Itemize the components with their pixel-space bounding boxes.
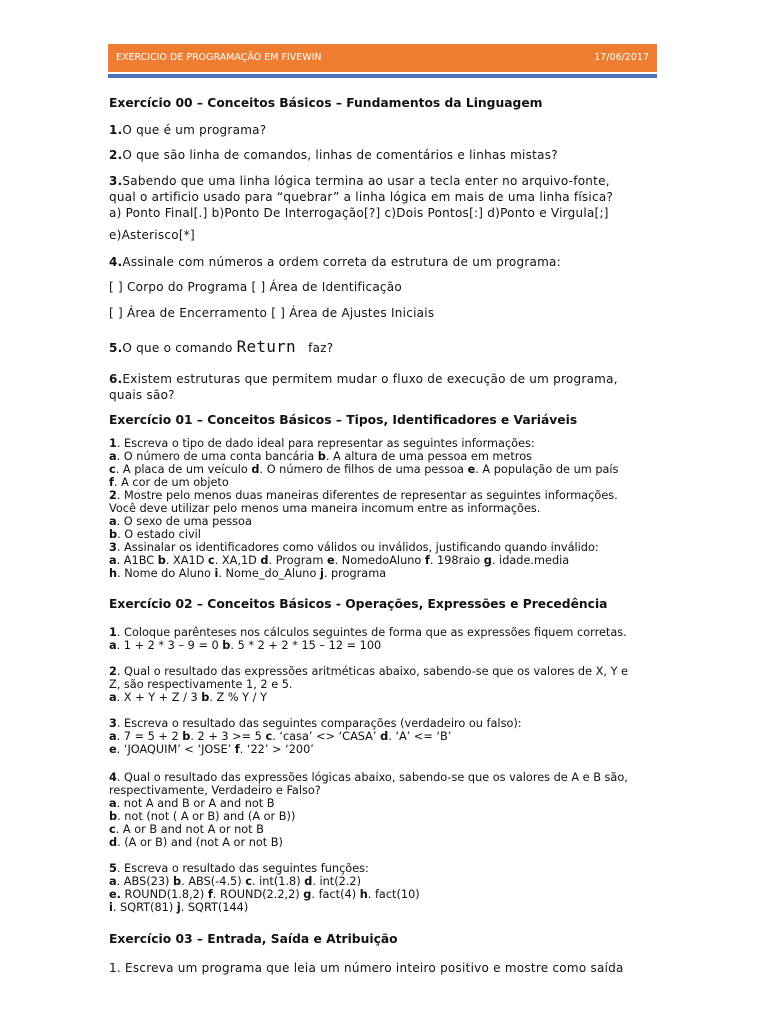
ex01-line: a. A1BC b. XA1D c. XA,1D d. Program e. NomedoAluno f. 198raio g. idade.media	[109, 554, 570, 567]
ex00-question-3-options-cont: e)Asterisco[*]	[109, 228, 195, 242]
return-keyword: Return	[236, 337, 296, 356]
ex01-line: 1. Escreva o tipo de dado ideal para representar as seguintes informações:	[109, 437, 535, 450]
ex02-line: b. not (not ( A or B) and (A or B))	[109, 810, 296, 823]
ex01-line: 2. Mostre pelo menos duas maneiras diferentes de representar as seguintes informações.	[109, 489, 618, 502]
ex00-question-4-line2: [ ] Área de Encerramento [ ] Área de Ajustes Iniciais	[109, 306, 435, 320]
section-title-ex02: Exercício 02 – Conceitos Básicos - Operações, Expressões e Precedência	[109, 597, 608, 611]
ex00-question-6-line1: 6.Existem estruturas que permitem mudar o fluxo de execução de um programa,	[109, 372, 618, 386]
ex01-line: h. Nome do Aluno i. Nome_do_Aluno j. programa	[109, 567, 387, 580]
ex00-question-4: 4.Assinale com números a ordem correta da estrutura de um programa:	[109, 255, 561, 269]
ex01-line: Você deve utilizar pelo menos uma maneira incomum entre as informações.	[109, 502, 541, 515]
section-title-ex03: Exercício 03 – Entrada, Saída e Atribuição	[109, 932, 398, 946]
ex02-line: i. SQRT(81) j. SQRT(144)	[109, 901, 249, 914]
ex02-line: e. ‘JOAQUIM’ < ‘JOSE’ f. ‘22’ > ‘200’	[109, 743, 314, 756]
ex00-question-4-line1: [ ] Corpo do Programa [ ] Área de Identificação	[109, 280, 402, 294]
ex02-line: respectivamente, Verdadeiro e Falso?	[109, 784, 321, 797]
ex01-line: a. O sexo de uma pessoa	[109, 515, 252, 528]
header-rule	[108, 74, 657, 78]
ex01-line: a. O número de uma conta bancária b. A altura de uma pessoa em metros	[109, 450, 532, 463]
ex00-question-1: 1.O que é um programa?	[109, 123, 267, 137]
ex01-line: c. A placa de um veículo d. O número de filhos de uma pessoa e. A população de um país	[109, 463, 619, 476]
ex02-line: a. X + Y + Z / 3 b. Z % Y / Y	[109, 691, 267, 704]
ex00-question-6-line2: quais são?	[109, 388, 175, 402]
section-title-ex00: Exercício 00 – Conceitos Básicos – Fundamentos da Linguagem	[109, 96, 543, 110]
ex02-line: a. not A and B or A and not B	[109, 797, 275, 810]
ex01-line: 3. Assinalar os identificadores como válidos ou inválidos, justificando quando inválido:	[109, 541, 599, 554]
section-title-ex01: Exercício 01 – Conceitos Básicos – Tipos, Identificadores e Variáveis	[109, 413, 578, 427]
ex02-line: 4. Qual o resultado das expressões lógicas abaixo, sabendo-se que os valores de A e B são,	[109, 771, 628, 784]
ex02-line: a. ABS(23) b. ABS(-4.5) c. int(1.8) d. int(2.2)	[109, 875, 362, 888]
ex00-question-3-line1: 3.Sabendo que uma linha lógica termina ao usar a tecla enter no arquivo-fonte,	[109, 174, 610, 188]
ex00-question-3-line2: qual o artificio usado para “quebrar” a linha lógica em mais de uma linha física?	[109, 190, 614, 204]
ex02-line: e. ROUND(1.8,2) f. ROUND(2.2,2) g. fact(4) h. fact(10)	[109, 888, 420, 901]
ex02-line: d. (A or B) and (not A or not B)	[109, 836, 283, 849]
ex02-line: a. 1 + 2 * 3 – 9 = 0 b. 5 * 2 + 2 * 15 – 12 = 100	[109, 639, 382, 652]
ex03-question-1: 1. Escreva um programa que leia um número inteiro positivo e mostre como saída	[109, 961, 624, 975]
ex02-line: a. 7 = 5 + 2 b. 2 + 3 >= 5 c. ‘casa’ <> ‘CASA’ d. ‘A’ <= ‘B’	[109, 730, 452, 743]
header-title: EXERCICIO DE PROGRAMAÇÃO EM FIVEWIN	[116, 52, 322, 63]
header-date: 17/06/2017	[594, 52, 649, 63]
ex00-question-5: 5.O que o comando Return faz?	[109, 337, 334, 356]
ex02-line: 3. Escreva o resultado das seguintes comparações (verdadeiro ou falso):	[109, 717, 522, 730]
ex02-line: 5. Escreva o resultado das seguintes funções:	[109, 862, 369, 875]
ex00-question-2: 2.O que são linha de comandos, linhas de comentários e linhas mistas?	[109, 148, 558, 162]
ex02-line: Z, são respectivamente 1, 2 e 5.	[109, 678, 293, 691]
ex02-line: 1. Coloque parênteses nos cálculos seguintes de forma que as expressões fiquem corretas.	[109, 626, 627, 639]
ex01-line: f. A cor de um objeto	[109, 476, 229, 489]
ex01-line: b. O estado civil	[109, 528, 201, 541]
document-header	[108, 44, 657, 72]
ex02-line: 2. Qual o resultado das expressões aritméticas abaixo, sabendo-se que os valores de X, Y e	[109, 665, 629, 678]
ex02-line: c. A or B and not A or not B	[109, 823, 264, 836]
ex00-question-3-options: a) Ponto Final[.] b)Ponto De Interrogação[?] c)Dois Pontos[:] d)Ponto e Virgula[;]	[109, 206, 609, 220]
